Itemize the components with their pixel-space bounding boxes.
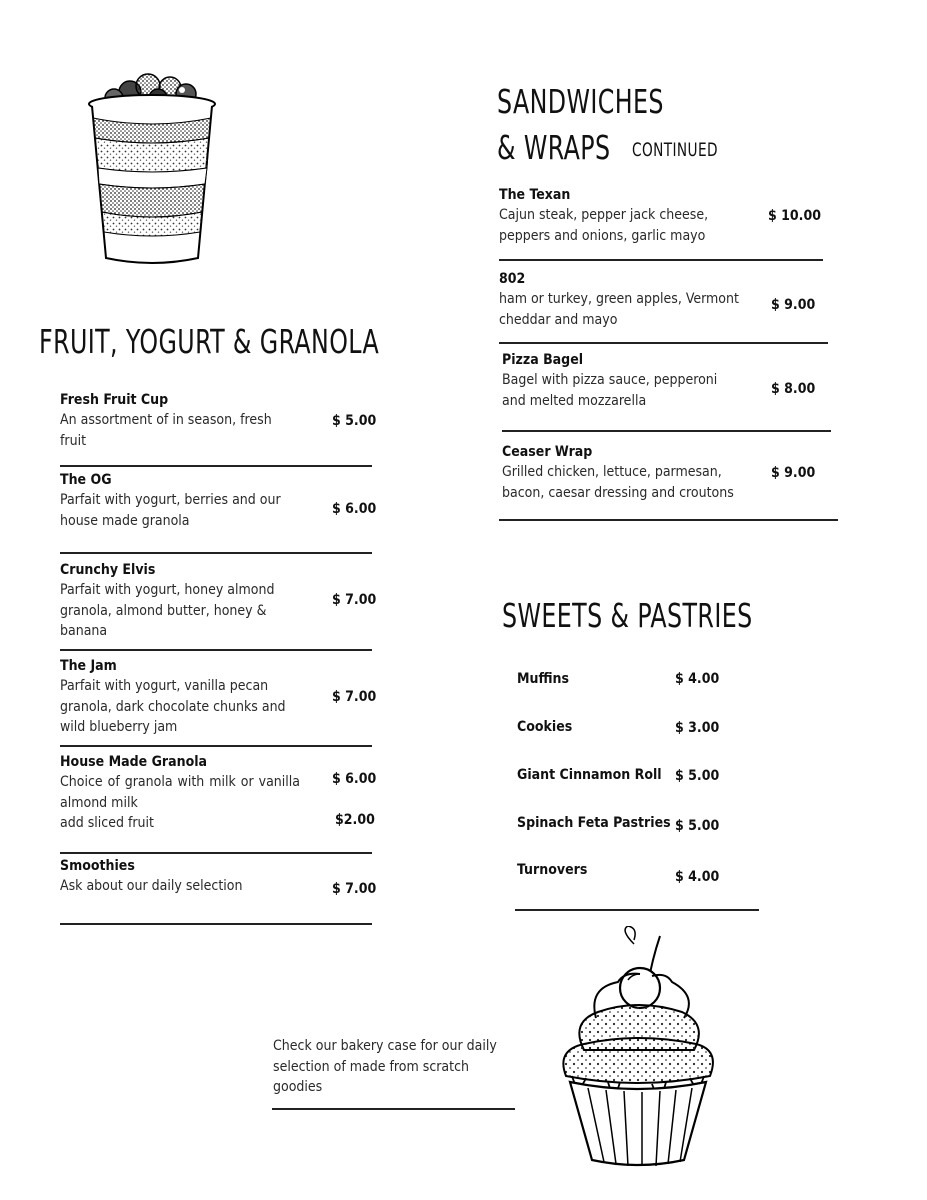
item-description: Parfait with yogurt, berries and our house made granola (60, 492, 281, 529)
item-description: Parfait with yogurt, vanilla pecan granola, dark chocolate chunks and wild blueberry jam (60, 678, 286, 735)
divider (499, 519, 838, 521)
item-price: $ 8.00 (771, 381, 816, 397)
menu-item-ceaser-wrap (502, 443, 752, 503)
sandwiches-title-line1: SANDWICHES (497, 82, 664, 121)
divider (499, 259, 823, 261)
item-description: Ask about our daily selection (60, 878, 243, 894)
item-description: An assortment of in season, fresh fruit (60, 412, 272, 449)
sweet-price: $ 4.00 (675, 671, 720, 687)
item-name: Smoothies (60, 858, 135, 874)
divider (60, 852, 372, 854)
menu-item-smoothies (60, 857, 320, 897)
item-description: Choice of granola with milk or vanilla almond milk (60, 774, 300, 811)
item-description: Parfait with yogurt, honey almond granola, almond butter, honey & banana (60, 582, 275, 639)
sweet-price: $ 4.00 (675, 869, 720, 885)
item-price: $ 6.00 (332, 771, 377, 787)
item-price: $ 9.00 (771, 465, 816, 481)
sweet-name: Cookies (517, 719, 573, 735)
sweet-price: $ 5.00 (675, 768, 720, 784)
item-description: Cajun steak, pepper jack cheese, peppers and onions, garlic mayo (499, 207, 709, 244)
parfait-cup-illustration (82, 72, 222, 272)
item-name: The Jam (60, 658, 117, 674)
item-price: $ 5.00 (332, 413, 377, 429)
item-description: Bagel with pizza sauce, pepperoni and melted mozzarella (502, 372, 718, 409)
item-name: Ceaser Wrap (502, 444, 593, 460)
item-name: Fresh Fruit Cup (60, 392, 169, 408)
divider (515, 909, 759, 911)
item-price: $ 7.00 (332, 592, 377, 608)
menu-item-fresh-fruit-cup (60, 391, 300, 451)
menu-item-802 (499, 270, 759, 330)
cupcake-illustration (548, 926, 728, 1170)
menu-item-house-made-granola (60, 753, 300, 834)
menu-item-the-jam (60, 657, 310, 738)
bakery-note: Check our bakery case for our daily selection of made from scratch goodies (273, 1038, 497, 1095)
addon-price: $2.00 (335, 812, 375, 828)
item-description: ham or turkey, green apples, Vermont cheddar and mayo (499, 291, 739, 328)
sweets-section-title: SWEETS & PASTRIES (502, 596, 753, 635)
item-addon: add sliced fruit (60, 815, 154, 831)
continued-label: CONTINUED (632, 139, 718, 161)
divider (499, 342, 828, 344)
divider (60, 552, 372, 554)
sweet-name: Muffins (517, 671, 570, 687)
item-name: Pizza Bagel (502, 352, 584, 368)
divider (272, 1108, 515, 1110)
menu-item-the-og (60, 471, 305, 531)
sweet-name: Giant Cinnamon Roll (517, 767, 662, 783)
sweet-price: $ 3.00 (675, 720, 720, 736)
item-name: Crunchy Elvis (60, 562, 156, 578)
item-name: 802 (499, 271, 526, 287)
menu-item-the-texan (499, 186, 744, 246)
menu-item-crunchy-elvis (60, 561, 300, 642)
sweet-name: Spinach Feta Pastries (517, 815, 671, 831)
item-price: $ 6.00 (332, 501, 377, 517)
sandwiches-title-line2: & WRAPS (497, 128, 611, 167)
item-name: The OG (60, 472, 112, 488)
item-price: $ 9.00 (771, 297, 816, 313)
item-description: Grilled chicken, lettuce, parmesan, bacon, caesar dressing and croutons (502, 464, 734, 501)
divider (60, 923, 372, 925)
item-price: $ 10.00 (768, 208, 821, 224)
menu-item-pizza-bagel (502, 351, 742, 411)
item-price: $ 7.00 (332, 689, 377, 705)
divider (60, 649, 372, 651)
sweet-price: $ 5.00 (675, 818, 720, 834)
item-name: The Texan (499, 187, 571, 203)
fruit-section-title: FRUIT, YOGURT & GRANOLA (39, 322, 380, 361)
divider (60, 745, 372, 747)
sweet-name: Turnovers (517, 862, 588, 878)
divider (502, 430, 831, 432)
item-name: House Made Granola (60, 754, 208, 770)
divider (60, 465, 372, 467)
item-price: $ 7.00 (332, 881, 377, 897)
